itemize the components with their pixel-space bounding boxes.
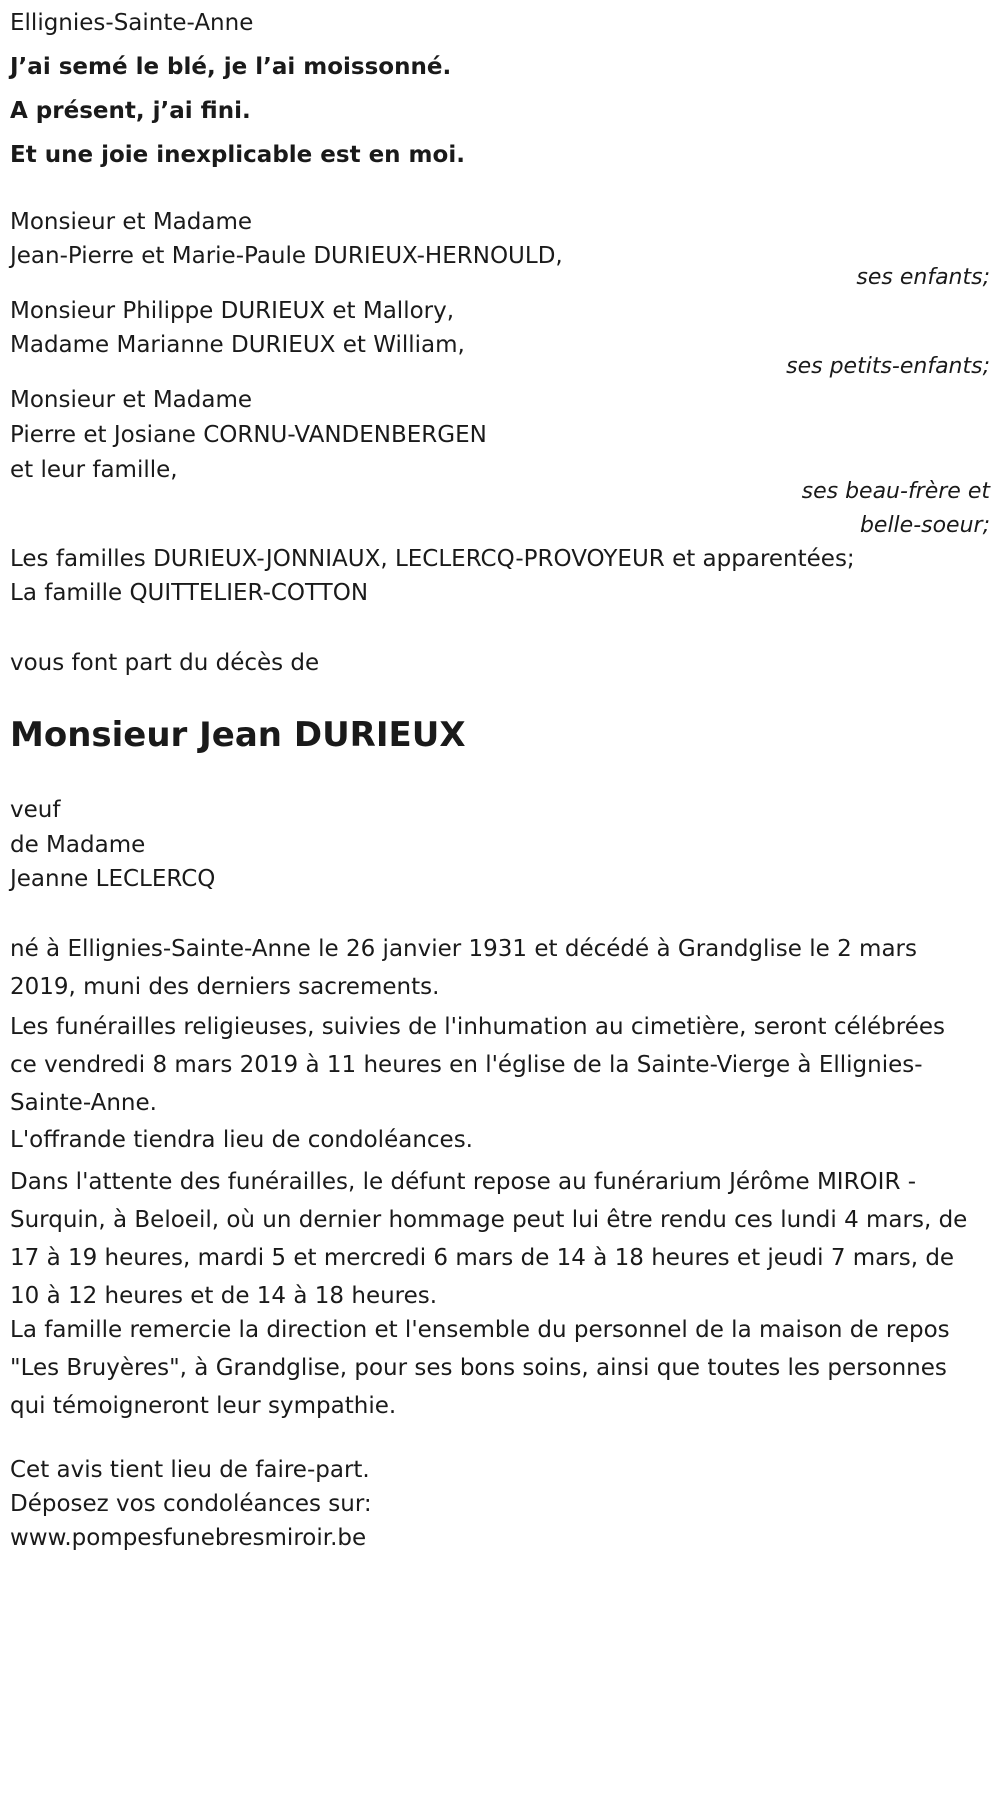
location-line: Ellignies-Sainte-Anne [10,10,254,36]
inlaws-line-3: et leur famille, [10,457,178,483]
verse-line-3: Et une joie inexplicable est en moi. [10,142,465,168]
grandchildren-line-1: Monsieur Philippe DURIEUX et Mallory, [10,298,455,324]
verse-line-1: J’ai semé le blé, je l’ai moissonné. [10,54,452,80]
spouse-line-3: Jeanne LECLERCQ [10,866,216,892]
viewing-paragraph: Dans l'attente des funérailles, le défunt repose au funérarium Jérôme MIROIR - Surquin, à Beloeil, où un dernier hommage peut lui être rendu ces lundi 4 mars, de 17 à 19 heures, mardi 5 et mercredi 6 mars de 14 à 18 heures et jeudi 7 mars, de 10 à 12 heures et de 14 à 18 heures. [10,1169,968,1309]
condolences-website-link[interactable]: www.pompesfunebresmiroir.be [10,1525,367,1551]
verse-line-2: A présent, j’ai fini. [10,98,251,124]
inlaws-line-1: Monsieur et Madame [10,387,253,413]
grandchildren-line-2: Madame Marianne DURIEUX et William, [10,332,465,358]
spouse-line-2: de Madame [10,832,146,858]
other-families-line-1: Les familles DURIEUX-JONNIAUX, LECLERCQ-PROVOYEUR et apparentées; [10,546,855,572]
funeral-paragraph: Les funérailles religieuses, suivies de l'inhumation au cimetière, seront célébrées ce vendredi 8 mars 2019 à 11 heures en l'église de la Sainte-Vierge à Ellignies-Sainte-Anne. [10,1014,946,1116]
announcement-intro: vous font part du décès de [10,650,320,676]
thanks-paragraph: La famille remercie la direction et l'ensemble du personnel de la maison de repos "Les Bruyères", à Grandglise, pour ses bons soins, ainsi que toutes les personnes qui témoigneront leur sympathie. [10,1317,950,1419]
children-line-2: Jean-Pierre et Marie-Paule DURIEUX-HERNOULD, [10,243,563,269]
children-line-1: Monsieur et Madame [10,209,253,235]
footer-line-1: Cet avis tient lieu de faire-part. [10,1457,370,1483]
footer-line-2: Déposez vos condoléances sur: [10,1491,372,1517]
grandchildren-relation: ses petits-enfants; [786,354,990,379]
children-relation: ses enfants; [856,265,990,290]
inlaws-relation-2: belle-soeur; [859,513,990,538]
inlaws-relation-1: ses beau-frère et [801,479,990,504]
other-families-line-2: La famille QUITTELIER-COTTON [10,580,369,606]
deceased-name: Monsieur Jean DURIEUX [10,715,466,755]
inlaws-line-2: Pierre et Josiane CORNU-VANDENBERGEN [10,422,487,448]
offering-paragraph: L'offrande tiendra lieu de condoléances. [10,1127,473,1153]
birth-death-paragraph: né à Ellignies-Sainte-Anne le 26 janvier 1931 et décédé à Grandglise le 2 mars 2019, muni des derniers sacrements. [10,936,917,1000]
spouse-line-1: veuf [10,797,61,823]
